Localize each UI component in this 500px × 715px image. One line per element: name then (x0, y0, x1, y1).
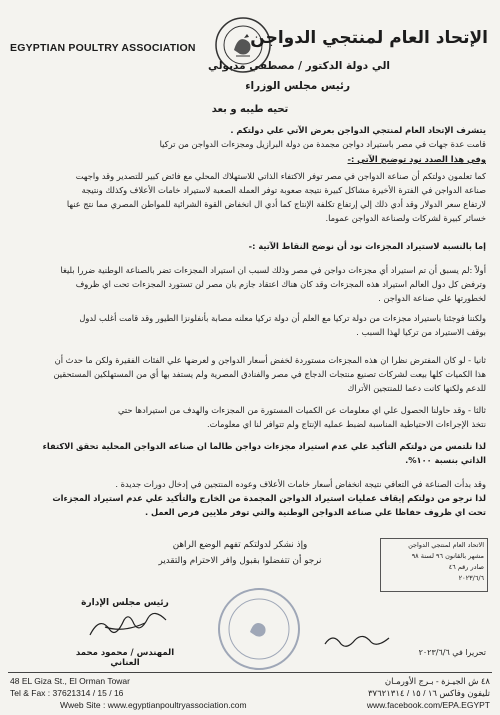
association-stamp (218, 588, 300, 670)
registry-stamp-box (380, 538, 488, 592)
body-line: صناعة الدواجن في الفترة الأخيرة مشاكل كبيرة نتيجة صعوبة توفر العملة الصعبة لاستيراد خامات الأعلاف وكذلك ونتيجة (81, 185, 486, 195)
footer-divider (8, 672, 492, 673)
point-one-line: بوقف الاستيراد من تركيا لهذا السبب . (356, 327, 486, 337)
registry-line: صادر رقم ٤٦ (448, 563, 484, 571)
intro-line: يتشرف الإتحاد العام لمنتجي الدواجن بعرض الآتي علي دولتكم . (230, 125, 486, 135)
point-one-line: أولاً :لم يسبق أن تم استيراد أي مجزءات دواجن في مصر وذلك لسبب ان استيراد المجزءات تضر بالصناعة الوطنية ضررا بليغا (60, 265, 486, 275)
org-name-arabic: الإتحاد العام لمنتجي الدواجن (250, 28, 488, 48)
greeting: تحيه طيبه و بعد (211, 104, 289, 115)
org-name-english: EGYPTIAN POULTRY ASSOCIATION (10, 42, 196, 54)
addressee-line: الي دولة الدكتور / مصطفي مدبولي (207, 60, 390, 72)
footer-phone-arabic: تليفون وفاكس ١٦ / ١٥ / ٣٧٦٢١٣١٤ (367, 688, 490, 698)
footer-facebook: www.facebook.com/EPA.EGYPT (366, 700, 490, 710)
point-three-line: ثالثا - وقد حاولنا الحصول علي اي معلومات عن الكميات المستورة من المجزءات والهدف من استيرادها حتي (117, 405, 486, 415)
footer-website: Wweb Site : www.egyptianpoultryassociation.com (60, 700, 247, 710)
addressee-title: رئيس مجلس الوزراء (245, 80, 350, 92)
request-line: لذا نلتمس من دولتكم التأكيد علي عدم استيراد مجزءات دواجن طالما ان صناعه الدواجن المحلية تحقق الاكتفاء (42, 441, 486, 451)
point-two-line: للدعم ولكنها كانت دعما للمنتجين الأتراك (347, 383, 486, 393)
handwritten-signature (85, 605, 175, 649)
intro-line: قامت عدة جهات في مصر باستيراد دواجن مجمدة من دولة البرازيل ومجزءات الدواجن من تركيا (159, 139, 486, 149)
intro-heading: وفي هذا الصدد نود توضيح الآتي :- (347, 154, 486, 164)
body-line: خسائر كبيرة لشركات ولصناعة الدواجن عموما. (325, 213, 486, 223)
issue-date: تحريرا في ٢٠٢٣/٦/٦ (418, 648, 486, 657)
registry-line: الاتحاد العام لمنتجي الدواجن (408, 541, 484, 549)
request-line: الذاتي بنسبة ١٠٠%. (405, 455, 486, 465)
signatory-name: المهندس / محمود محمد العناني (75, 648, 175, 668)
registry-line: مشهر بالقانون ٩٦ لسنة ٩٨ (411, 552, 484, 560)
point-one-line: لخطورتها علي صناعة الدواجن . (378, 293, 486, 303)
closing-line: وإذ نشكر لدولتكم تفهم الوضع الراهن (172, 540, 308, 550)
point-two-line: ثانيا - لو كان المفترض نظرا ان هذه المجزءات مستوردة لخفض أسعار الدواجن و لعرضها علي الفئات الفقيرة ولكن ما حدث أن (54, 355, 486, 365)
closing-line: نرجو أن تتفضلوا بقبول وافر الاحترام والتقدير (158, 556, 322, 566)
point-two-line: هذا الكميات كلها بيعت لشركات تصنيع منتجات الدجاج في مصر والفنادق المصرية ولم يستفد بها أي من المستهلكين المستحقين (53, 369, 486, 379)
recovery-line: تحت اي ظروف حفاظا علي صناعة الدواجن الوطنية والتي توفر ملايين فرص العمل . (144, 507, 486, 517)
footer-address: 48 EL Giza St., El Orman Towar (10, 676, 130, 686)
body-line: لارتفاع سعر الدولار وقد أدي ذلك إلي إرتفاع تكلفة الإنتاج كما أدي ال انخفاض القوة الشرائية للمواطن المصري مما نتج عنها (66, 199, 486, 209)
signatory-title: رئيس مجلس الإدارة (81, 598, 169, 608)
recovery-line: وقد بدأت الصناعة في التعافي نتيجة انخفاض أسعار خامات الأعلاف وعوده المنتجين في إدخال دورات جديدة . (115, 479, 486, 489)
footer-address-arabic: ٤٨ ش الجيـزة - بـرج الأورمـان (384, 676, 490, 686)
body-line: كما تعلمون دولتكم أن صناعة الدواجن في مصر توفر الاكتفاء الذاتي للاستهلاك المحلي مع فائض كبير للتصدير وقد واجهت (75, 171, 486, 181)
point-one-line: وترفض كل دول العالم استيراد هذه المجزءات وقد كان هناك اعتقاد جازم بان مصر لن تستورد المجزءات تحت اي ظروف (75, 279, 486, 289)
footer-phone: Tel & Fax : 37621314 / 15 / 16 (10, 688, 124, 698)
recovery-line: لذا نرجو من دولتكم إيقاف عمليات استيراد الدواجن المجمدة من الخارج والتأكيد علي عدم استيراد المجزءات (52, 493, 486, 503)
section-heading: إما بالنسبة لاستيراد المجزءات نود أن نوضح النقاط الآتية :- (248, 241, 486, 251)
point-one-line: ولكننا فوجئنا باستيراد مجزءات من دولة تركيا مع العلم أن دولة تركيا معلنه مصابة بأنفلونزا الطيور وقد قامت أغلب لدول (79, 313, 486, 323)
point-three-line: نتخذ الإجراءات الاحتياطية المناسبة لضبط عمليه الإنتاج ولم تتوافر لنا اي معلومات. (207, 419, 486, 429)
registry-line: ٢٠٢٣/٦/٦ (458, 574, 484, 582)
